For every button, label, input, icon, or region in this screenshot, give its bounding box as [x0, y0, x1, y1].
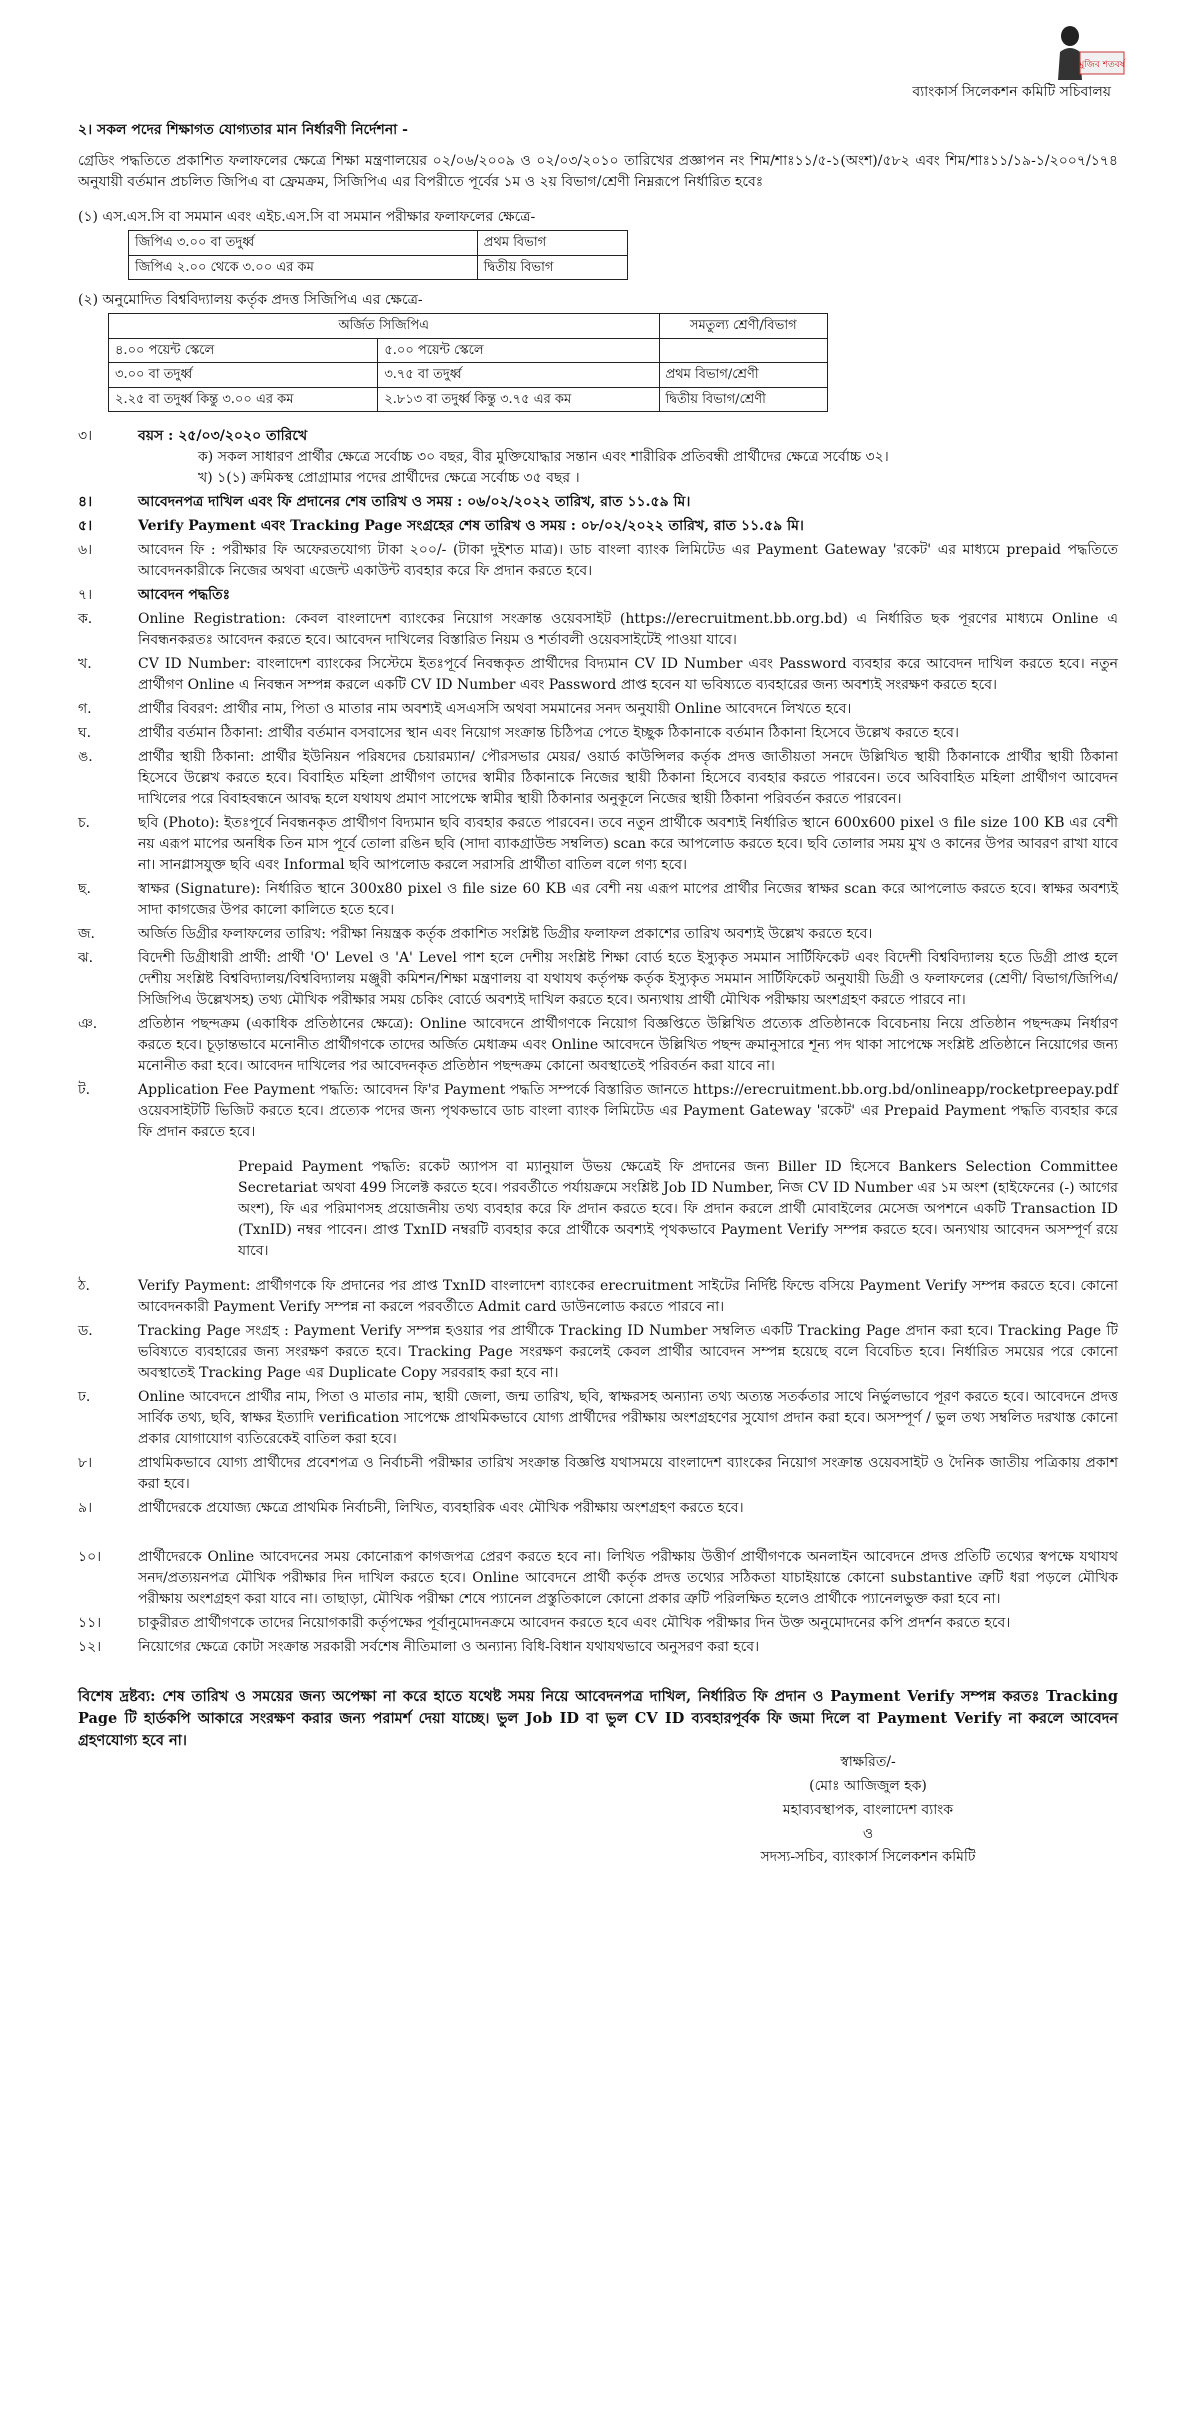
section-4: ৪। আবেদনপত্র দাখিল এবং ফি প্রদানের শেষ তারিখ ও সময় : ০৬/০২/২০২২ তারিখ, রাত ১১.৫৯ মি।	[78, 494, 691, 510]
list-item: ঞ. প্রতিষ্ঠান পছন্দক্রম (একাধিক প্রতিষ্ঠানের ক্ষেত্রে): Online আবেদনে প্রার্থীগণকে নিয়োগ বিজ্ঞপ্তিতে উল্লিখিত প্রত্যেক প্রতিষ্ঠানকে বিবেচনায় নিয়ে প্রতিষ্ঠান পছন্দক্রম নির্ধারণ করতে হবে। চূড়ান্তভাবে মনোনীত প্রার্থীগণকে তাদের অর্জিত মেধাক্রম এবং Online আবেদনে উল্লিখিত পছন্দ ক্রমানুসারে শূন্য পদ থাকা সাপেক্ষে সংশ্লিষ্ট প্রতিষ্ঠানে নিয়োগের জন্য মনোনীত করা হবে। আবেদন দাখিলের পর আবেদনকৃত প্রতিষ্ঠান পছন্দক্রম কোনো অবস্থাতেই পরিবর্তন করা যাবে না।	[78, 1016, 1118, 1074]
section-11: ১১। চাকুরীরত প্রার্থীগণকে তাদের নিয়োগকারী কর্তৃপক্ষের পূর্বানুমোদনক্রমে আবেদন করতে হবে এবং মৌখিক পরীক্ষার দিন উক্ত অনুমোদনের কপি প্রদর্শন করতে হবে।	[78, 1615, 1011, 1631]
list-item: ঘ. প্রার্থীর বর্তমান ঠিকানা: প্রার্থীর বর্তমান বসবাসের স্থান এবং নিয়োগ সংক্রান্ত চিঠিপত্র পেতে ইচ্ছুক ঠিকানাকে বর্তমান ঠিকানা হিসেবে উল্লেখ করতে হবে।	[78, 725, 959, 741]
section-12: ১২। নিয়োগের ক্ষেত্রে কোটা সংক্রান্ত সরকারী সর্বশেষ নীতিমালা ও অন্যান্য বিধি-বিধান যথাযথভাবে অনুসরণ করা হবে।	[78, 1639, 760, 1655]
section-7: ৭। আবেদন পদ্ধতিঃ	[78, 587, 231, 603]
table-row: জিপিএ ৩.০০ বা তদুর্ধ্ব প্রথম বিভাগ	[129, 231, 628, 256]
section-8: ৮। প্রাথমিকভাবে যোগ্য প্রার্থীদের প্রবেশপত্র ও নির্বাচনী পরীক্ষার তারিখ সংক্রান্ত বিজ্ঞপ্তি যথাসময়ে বাংলাদেশ ব্যাংকের নিয়োগ সংক্রান্ত ওয়েবসাইট ও দৈনিক জাতীয় পত্রিকায় প্রকাশ করা হবে।	[78, 1455, 1118, 1492]
secretariat-title: ব্যাংকার্স সিলেকশন কমিটি সচিবালয়	[912, 84, 1111, 100]
section-2-sub2: (২) অনুমোদিত বিশ্ববিদ্যালয় কর্তৃক প্রদত্ত সিজিপিএ এর ক্ষেত্রে-	[78, 292, 423, 308]
cgpa-table	[108, 313, 828, 412]
list-item: চ. ছবি (Photo): ইতঃপূর্বে নিবন্ধনকৃত প্রার্থীগণ বিদ্যমান ছবি ব্যবহার করতে পারবেন। তবে নতুন প্রার্থীকে অবশ্যই নির্ধারিত স্থানে 600x600 pixel ও file size 100 KB এর বেশী নয় এরূপ মাপের অনধিক তিন মাস পূর্বে তোলা রঙিন ছবি (সাদা ব্যাকগ্রাউন্ড সম্বলিত) scan করে আপলোড করতে হবে। ছবি তোলার সময় মুখ ও কানের উপর আবরণ রাখা যাবে না। সানগ্লাসযুক্ত ছবি এবং Informal ছবি আপলোড করলে সরাসরি প্রার্থীতা বাতিল বলে গণ্য হবে।	[78, 815, 1118, 873]
list-item: ঝ. বিদেশী ডিগ্রীধারী প্রার্থী: প্রার্থী 'O' Level ও 'A' Level পাশ হলে দেশীয় সংশ্লিষ্ট শিক্ষা বোর্ড হতে ইস্যুকৃত সমমান সার্টিফিকেট এবং বিদেশী বিশ্ববিদ্যালয় হতে ডিগ্রী প্রাপ্ত হলে দেশীয় সংশ্লিষ্ট বিশ্ববিদ্যালয়/বিশ্ববিদ্যালয় মঞ্জুরী কমিশন/শিক্ষা মন্ত্রণালয় বা যথাযথ কর্তৃপক্ষ কর্তৃক ইস্যুকৃত সমমান সার্টিফিকেট অনুযায়ী ডিগ্রী ও ফলাফলের (শ্রেণী/ বিভাগ/জিপিএ/সিজিপিএ উল্লেখসহ) তথ্য মৌখিক পরীক্ষার সময় চেকিং বোর্ডে অবশ্যই দাখিল করতে হবে। অন্যথায় প্রার্থী মৌখিক পরীক্ষায় অংশগ্রহণ করতে পারবে না।	[78, 950, 1118, 1008]
special-note: বিশেষ দ্রষ্টব্য: শেষ তারিখ ও সময়ের জন্য অপেক্ষা না করে হাতে যথেষ্ট সময় নিয়ে আবেদনপত্র দাখিল, নির্ধারিত ফি প্রদান ও Payment Verify সম্পন্ন করতঃ Tracking Page টি হার্ডকপি আকারে সংরক্ষণ করার জন্য পরামর্শ দেয়া যাচ্ছে। ভুল Job ID বা ভুল CV ID ব্যবহারপূর্বক ফি জমা দিলে বা Payment Verify না করলে আবেদন গ্রহণযোগ্য হবে না।	[78, 1688, 1118, 1749]
signatory-name: (মোঃ আজিজুল হক)	[809, 1778, 927, 1795]
section-2-sub1: (১) এস.এস.সি বা সমমান এবং এইচ.এস.সি বা সমমান পরীক্ষার ফলাফলের ক্ষেত্রে-	[78, 209, 536, 225]
age-rule-a: ক) সকল সাধারণ প্রার্থীর ক্ষেত্রে সর্বোচ্চ ৩০ বছর, বীর মুক্তিযোদ্ধার সন্তান এবং শারীরিক প্রতিবন্ধী প্রার্থীদের ক্ষেত্রে সর্বোচ্চ ৩২।	[198, 449, 889, 465]
mujib-borsho-logo	[1050, 18, 1130, 86]
list-item: ড. Tracking Page সংগ্রহ : Payment Verify সম্পন্ন হওয়ার পর প্রার্থীকে Tracking ID Number সম্বলিত একটি Tracking Page প্রদান করা হবে। Tracking Page টি ভবিষ্যতে ব্যবহারের জন্য সংরক্ষণ করতে হবে। Tracking Page সংরক্ষণ করলেই কেবল প্রার্থীর আবেদন সম্পন্ন হয়েছে বলে বিবেচিত হবে। নির্ধারিত সময়ের পরে কোনো অবস্থাতেই Tracking Page এর Duplicate Copy সরবরাহ করা হবে না।	[78, 1323, 1118, 1381]
signatory-role: মহাব্যবস্থাপক, বাংলাদেশ ব্যাংক	[782, 1801, 954, 1818]
table-header-row: অর্জিত সিজিপিএ সমতুল্য শ্রেণী/বিভাগ	[109, 314, 828, 339]
signatory-role-2: সদস্য-সচিব, ব্যাংকার্স সিলেকশন কমিটি	[760, 1849, 976, 1866]
prepaid-payment-note: Prepaid Payment পদ্ধতি: রকেট অ্যাপস বা ম্যানুয়াল উভয় ক্ষেত্রেই ফি প্রদানের জন্য Biller ID হিসেবে Bankers Selection Committee Secretariat অথবা 499 সিলেক্ট করতে হবে। পরবর্তীতে পর্যায়ক্রমে সংশ্লিষ্ট Job ID Number, নিজ CV ID Number এর ১ম অংশ (হাইফেনের (-) আগের অংশ), ফি এর পরিমাণসহ প্রয়োজনীয় তথ্য ব্যবহার করে ফি প্রদান করতে হবে। ফি প্রদান করলে প্রার্থী মোবাইলের মেসেজ অপশনে একটি Transaction ID (TxnID) নম্বর পাবেন। প্রাপ্ত TxnID নম্বরটি ব্যবহার করে প্রার্থীকে অবশ্যই পৃথকভাবে Payment Verify সম্পন্ন করতে হবে। অন্যথায় আবেদন অসম্পূর্ণ রয়ে যাবে।	[238, 1159, 1118, 1259]
document-body	[78, 120, 1118, 1870]
list-item: ঢ. Online আবেদনে প্রার্থীর নাম, পিতা ও মাতার নাম, স্থায়ী জেলা, জন্ম তারিখ, ছবি, স্বাক্ষরসহ অন্যান্য তথ্য অত্যন্ত সতর্কতার সাথে নির্ভুলভাবে পূরণ করতে হবে। আবেদনে প্রদত্ত সার্বিক তথ্য, ছবি, স্বাক্ষর ইত্যাদি verification সাপেক্ষে প্রাথমিকভাবে যোগ্য প্রার্থীদের পরীক্ষায় অংশগ্রহণের সুযোগ প্রদান করা হবে। অসম্পূর্ণ / ভুল তথ্য সম্বলিত দরখাস্ত কোনো প্রকার যোগাযোগ ব্যতিরেকেই বাতিল করা হবে।	[78, 1389, 1118, 1447]
table-row: জিপিএ ২.০০ থেকে ৩.০০ এর কম দ্বিতীয় বিভাগ	[129, 255, 628, 280]
list-item: ট. Application Fee Payment পদ্ধতি: আবেদন ফি'র Payment পদ্ধতি সম্পর্কে বিস্তারিত জানতে https://erecruitment.bb.org.bd/onlineapp/rocketpreepay.pdf ওয়েবসাইটটি ভিজিট করতে হবে। প্রত্যেক পদের জন্য পৃথকভাবে ডাচ বাংলা ব্যাংক লিমিটেড এর Payment Gateway 'রকেট' এর Prepaid Payment পদ্ধতি ব্যবহার করে ফি প্রদান করতে হবে।	[78, 1082, 1118, 1140]
list-item: ঙ. প্রার্থীর স্থায়ী ঠিকানা: প্রার্থীর ইউনিয়ন পরিষদের চেয়ারম্যান/ পৌরসভার মেয়র/ ওয়ার্ড কাউন্সিলর কর্তৃক প্রদত্ত জাতীয়তা সনদে উল্লিখিত স্থায়ী ঠিকানাকে প্রার্থীর স্থায়ী ঠিকানা হিসেবে উল্লেখ করতে হবে। বিবাহিত মহিলা প্রার্থীগণ তাদের স্বামীর ঠিকানাকে নিজের স্থায়ী ঠিকানা হিসেবে ব্যবহার করতে পারবেন। তবে অবিবাহিত মহিলা প্রার্থীগণ আবেদন দাখিলের পরে বিবাহবন্ধনে আবদ্ধ হলে যথাযথ প্রমাণ সাপেক্ষে স্বামীর স্থায়ী ঠিকানার অনুকূলে নিজের স্থায়ী ঠিকানা পরিবর্তন করতে পারবেন।	[78, 749, 1118, 807]
list-item: ছ. স্বাক্ষর (Signature): নির্ধারিত স্থানে 300x80 pixel ও file size 60 KB এর বেশী নয় এরূপ মাপের প্রার্থীর নিজের স্বাক্ষর scan করে আপলোড করতে হবে। স্বাক্ষর অবশ্যই সাদা কাগজের উপর কালো কালিতে হতে হবে।	[78, 881, 1118, 918]
list-item: ঠ. Verify Payment: প্রার্থীগণকে ফি প্রদানের পর প্রাপ্ত TxnID বাংলাদেশ ব্যাংকের erecruitment সাইটের নির্দিষ্ট ফিল্ডে বসিয়ে Payment Verify সম্পন্ন করতে হবে। কোনো আবেদনকারী Payment Verify সম্পন্ন না করলে পরবর্তীতে Admit card ডাউনলোড করতে পারবে না।	[78, 1278, 1118, 1315]
list-item: জ. অর্জিত ডিগ্রীর ফলাফলের তারিখ: পরীক্ষা নিয়ন্ত্রক কর্তৃক প্রকাশিত সংশ্লিষ্ট ডিগ্রীর ফলাফল প্রকাশের তারিখ অবশ্যই উল্লেখ করতে হবে।	[78, 926, 873, 942]
application-steps	[78, 609, 1118, 1143]
signed-label: স্বাক্ষরিত/-	[840, 1754, 896, 1771]
signature-block	[718, 1751, 1018, 1870]
signatory-and: ও	[862, 1825, 874, 1842]
section-2-title: ২। সকল পদের শিক্ষাগত যোগ্যতার মান নির্ধারণী নির্দেশনা -	[78, 122, 408, 138]
section-6: ৬। আবেদন ফি : পরীক্ষার ফি অফেরতযোগ্য টাকা ২০০/- (টাকা দুইশত মাত্র)। ডাচ বাংলা ব্যাংক লিমিটেড এর Payment Gateway 'রকেট' এর মাধ্যমে prepaid পদ্ধতিতে আবেদনকারীকে নিজের অথবা এজেন্ট একাউন্ট ব্যবহার করে ফি প্রদান করতে হবে।	[78, 542, 1118, 579]
section-2-intro: গ্রেডিং পদ্ধতিতে প্রকাশিত ফলাফলের ক্ষেত্রে শিক্ষা মন্ত্রণালয়ের ০২/০৬/২০০৯ ও ০২/০৩/২০১০ তারিখের প্রজ্ঞাপন নং শিম/শাঃ১১/৫-১(অংশ)/৫৮২ এবং শিম/শাঃ১১/১৯-১/২০০৭/১৭৪ অনুযায়ী বর্তমান প্রচলিত জিপিএ বা ফ্রেমক্রম, সিজিপিএ এর বিপরীতে পূর্বের ১ম ও ২য় বিভাগ/শ্রেণী নিম্নরূপে নির্ধারিত হবেঃ	[78, 153, 1118, 190]
table-row: ২.২৫ বা তদুর্ধ্ব কিন্তু ৩.০০ এর কম ২.৮১৩ বা তদুর্ধ্ব কিন্তু ৩.৭৫ এর কম দ্বিতীয় বিভাগ/শ্রেণী	[109, 387, 828, 412]
section-9: ৯। প্রার্থীদেরকে প্রযোজ্য ক্ষেত্রে প্রাথমিক নির্বাচনী, লিখিত, ব্যবহারিক এবং মৌখিক পরীক্ষায় অংশগ্রহণ করতে হবে।	[78, 1500, 744, 1516]
section-10: ১০। প্রার্থীদেরকে Online আবেদনের সময় কোনোরূপ কাগজপত্র প্রেরণ করতে হবে না। লিখিত পরীক্ষায় উত্তীর্ণ প্রার্থীগণকে অনলাইন আবেদনে প্রদত্ত প্রতিটি তথ্যের স্বপক্ষে যথাযথ সনদ/প্রত্যয়নপত্র মৌখিক পরীক্ষার দিন দাখিল করতে হবে। Online আবেদনে প্রার্থী কর্তৃক প্রদত্ত তথ্যের সঠিকতা যাচাইয়ান্তে কোনো substantive ত্রুটি ধরা পড়লে মৌখিক পরীক্ষায় অংশগ্রহণ করা যাবে না। তাছাড়া, মৌখিক পরীক্ষা শেষে প্যানেল প্রস্তুতিকালে কোনো প্রকার ত্রুটি পরিলক্ষিত হলেও প্রার্থীকে প্যানেলভুক্ত করা হবে না।	[78, 1549, 1118, 1607]
age-title: বয়স : ২৫/০৩/২০২০ তারিখে	[138, 428, 308, 444]
table-row: ৩.০০ বা তদুর্ধ্ব ৩.৭৫ বা তদুর্ধ্ব প্রথম বিভাগ/শ্রেণী	[109, 363, 828, 388]
list-item: খ. CV ID Number: বাংলাদেশ ব্যাংকের সিস্টেমে ইতঃপূর্বে নিবন্ধকৃত প্রার্থীদের বিদ্যমান CV ID Number এবং Password ব্যবহার করে আবেদন দাখিল করতে হবে। নতুন প্রার্থীগণ Online এ নিবন্ধন সম্পন্ন করলে একটি CV ID Number এবং Password প্রাপ্ত হবেন যা ভবিষ্যতে ব্যবহারের জন্য অবশ্যই সংরক্ষণ করতে হবে।	[78, 656, 1118, 693]
application-steps-2	[78, 1276, 1118, 1450]
svg-text:মুজিব শতবর্ষ: মুজিব শতবর্ষ	[1079, 60, 1125, 70]
section-3: ৩। বয়স : ২৫/০৩/২০২০ তারিখে ক) সকল সাধারণ প্রার্থীর ক্ষেত্রে সর্বোচ্চ ৩০ বছর, বীর মুক্তিযোদ্ধার সন্তান এবং শারীরিক প্রতিবন্ধী প্রার্থীদের ক্ষেত্রে সর্বোচ্চ ৩২। খ) ১(১) ক্রমিকস্থ প্রোগ্রামার পদের প্রার্থীদের ক্ষেত্রে সর্বোচ্চ ৩৫ বছর ।	[78, 426, 1118, 489]
gpa-table	[128, 230, 628, 280]
section-5: ৫। Verify Payment এবং Tracking Page সংগ্রহের শেষ তারিখ ও সময় : ০৮/০২/২০২২ তারিখ, রাত ১১.৫৯ মি।	[78, 518, 804, 534]
list-item: ক. Online Registration: কেবল বাংলাদেশ ব্যাংকের নিয়োগ সংক্রান্ত ওয়েবসাইট (https://erecruitment.bb.org.bd) এ নির্ধারিত ছক পূরণের মাধ্যমে Online এ নিবন্ধনকরতঃ আবেদন করতে হবে। আবেদন দাখিলের বিস্তারিত নিয়ম ও শর্তাবলী ওয়েবসাইটেই পাওয়া যাবে।	[78, 611, 1118, 648]
list-item: গ. প্রার্থীর বিবরণ: প্রার্থীর নাম, পিতা ও মাতার নাম অবশ্যই এসএসসি অথবা সমমানের সনদ অনুযায়ী Online আবেদনে লিখতে হবে।	[78, 701, 852, 717]
table-row: ৪.০০ পয়েন্ট স্কেলে ৫.০০ পয়েন্ট স্কেলে	[109, 338, 828, 363]
age-rule-b: খ) ১(১) ক্রমিকস্থ প্রোগ্রামার পদের প্রার্থীদের ক্ষেত্রে সর্বোচ্চ ৩৫ বছর ।	[198, 470, 580, 486]
